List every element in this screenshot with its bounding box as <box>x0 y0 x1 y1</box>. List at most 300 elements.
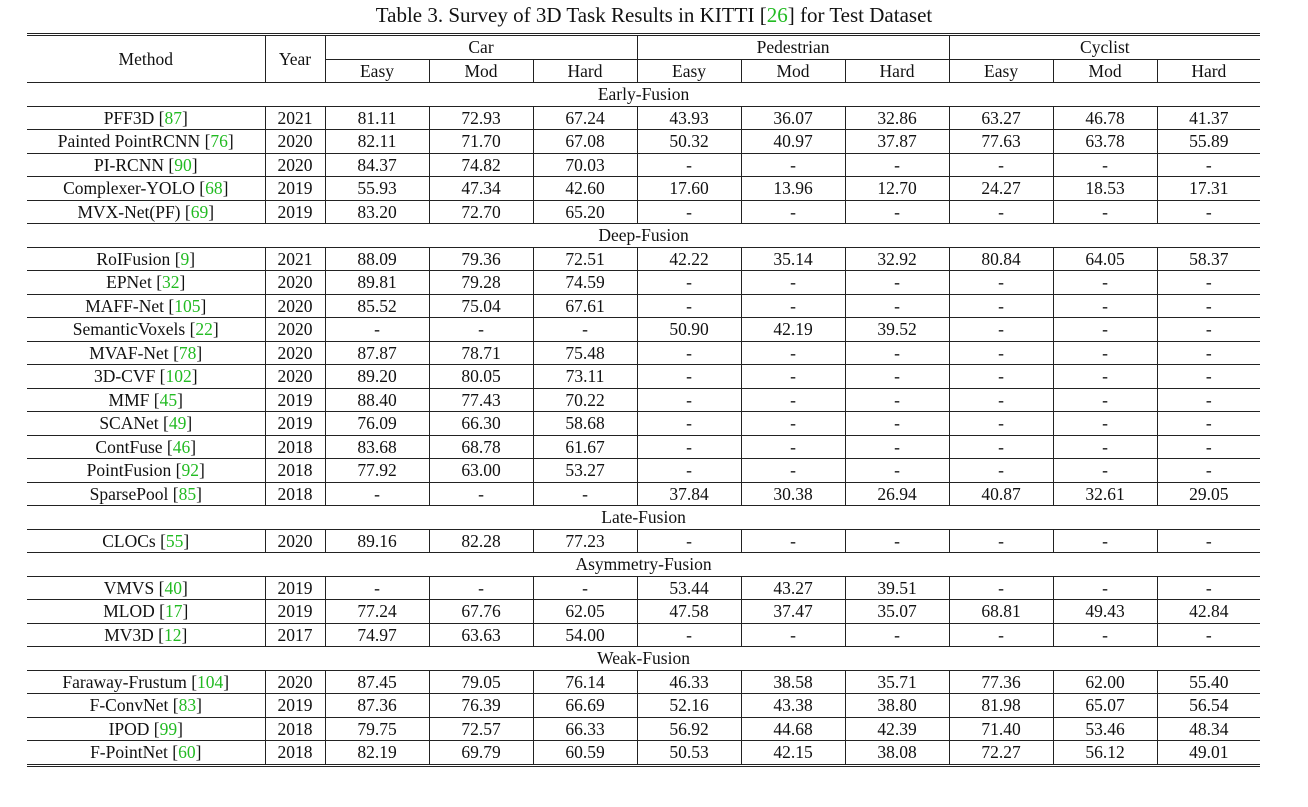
header-sub: Hard <box>845 59 949 83</box>
value-cell: 37.87 <box>845 130 949 154</box>
value-cell: 64.05 <box>1053 247 1157 271</box>
value-cell: - <box>1157 341 1260 365</box>
year-cell: 2019 <box>265 694 325 718</box>
value-cell: 88.40 <box>325 388 429 412</box>
citation-open-bracket: [ <box>155 530 166 551</box>
value-cell: - <box>1053 365 1157 389</box>
table-row <box>27 130 1260 154</box>
value-cell: - <box>949 623 1053 647</box>
method-name: SCANet <box>99 413 159 434</box>
value-cell: 18.53 <box>1053 177 1157 201</box>
citation-link[interactable]: 40 <box>164 577 182 598</box>
citation-open-bracket: [ <box>194 178 206 199</box>
value-cell: 89.81 <box>325 271 429 295</box>
method-cell <box>27 341 265 365</box>
value-cell: - <box>741 153 845 177</box>
table-row <box>27 341 1260 365</box>
value-cell: 77.24 <box>325 600 429 624</box>
header-group-cyclist: Cyclist <box>949 35 1260 60</box>
value-cell: - <box>949 412 1053 436</box>
value-cell: 42.39 <box>845 717 949 741</box>
value-cell: 38.80 <box>845 694 949 718</box>
citation-open-bracket: [ <box>163 154 175 175</box>
value-cell: - <box>741 200 845 224</box>
value-cell: 67.24 <box>533 106 637 130</box>
citation-close-bracket: ] <box>182 601 189 622</box>
citation-link[interactable]: 99 <box>159 718 178 739</box>
citation-close-bracket: ] <box>191 154 198 175</box>
value-cell: 66.69 <box>533 694 637 718</box>
value-cell: 55.40 <box>1157 670 1260 694</box>
method-cell <box>27 318 265 342</box>
value-cell: 77.23 <box>533 529 637 553</box>
value-cell: 53.27 <box>533 459 637 483</box>
table-row <box>27 247 1260 271</box>
citation-link[interactable]: 9 <box>180 248 190 269</box>
value-cell: - <box>533 482 637 506</box>
value-cell: 62.00 <box>1053 670 1157 694</box>
method-cell <box>27 388 265 412</box>
table-row <box>27 576 1260 600</box>
method-name: IPOD <box>108 718 150 739</box>
value-cell: - <box>741 341 845 365</box>
citation-close-bracket: ] <box>200 295 207 316</box>
citation-open-bracket: [ <box>200 131 211 152</box>
citation-close-bracket: ] <box>227 131 234 152</box>
value-cell: - <box>325 576 429 600</box>
value-cell: - <box>741 365 845 389</box>
value-cell: 63.63 <box>429 623 533 647</box>
value-cell: 40.87 <box>949 482 1053 506</box>
method-name: Painted PointRCNN <box>57 131 201 152</box>
method-name: SemanticVoxels <box>72 319 186 340</box>
citation-open-bracket: [ <box>186 671 198 692</box>
value-cell: 13.96 <box>741 177 845 201</box>
table-row <box>27 482 1260 506</box>
method-name: ContFuse <box>95 436 163 457</box>
citation-link[interactable]: 22 <box>195 319 213 340</box>
value-cell: - <box>637 459 741 483</box>
table-row <box>27 153 1260 177</box>
value-cell: 47.34 <box>429 177 533 201</box>
section-title: Weak-Fusion <box>27 647 1260 671</box>
value-cell: - <box>845 529 949 553</box>
value-cell: 71.40 <box>949 717 1053 741</box>
citation-open-bracket: [ <box>185 319 196 340</box>
value-cell: 32.86 <box>845 106 949 130</box>
citation-open-bracket: [ <box>154 577 165 598</box>
value-cell: 42.15 <box>741 741 845 766</box>
value-cell: - <box>949 576 1053 600</box>
citation-close-bracket: ] <box>199 460 205 481</box>
caption-prefix: Table 3. Survey of 3D Task Results in KITTI [ <box>375 3 767 27</box>
value-cell: 75.04 <box>429 294 533 318</box>
value-cell: - <box>637 294 741 318</box>
method-name: PI-RCNN <box>93 154 164 175</box>
value-cell: 49.01 <box>1157 741 1260 766</box>
value-cell: 70.22 <box>533 388 637 412</box>
citation-link[interactable]: 12 <box>163 624 182 645</box>
year-cell: 2017 <box>265 623 325 647</box>
value-cell: 29.05 <box>1157 482 1260 506</box>
value-cell: - <box>1157 576 1260 600</box>
citation-close-bracket: ] <box>222 178 229 199</box>
citation-close-bracket: ] <box>196 342 203 363</box>
value-cell: 63.27 <box>949 106 1053 130</box>
year-cell: 2020 <box>265 130 325 154</box>
citation-link[interactable]: 78 <box>178 342 197 363</box>
value-cell: 39.51 <box>845 576 949 600</box>
method-name: EPNet <box>106 272 152 293</box>
citation-open-bracket: [ <box>168 342 179 363</box>
value-cell: 87.45 <box>325 670 429 694</box>
value-cell: 56.12 <box>1053 741 1157 766</box>
section-title: Deep-Fusion <box>27 224 1260 248</box>
table-row <box>27 670 1260 694</box>
citation-close-bracket: ] <box>183 530 190 551</box>
value-cell: - <box>1157 435 1260 459</box>
value-cell: - <box>741 294 845 318</box>
header-sub: Easy <box>325 59 429 83</box>
citation-open-bracket: [ <box>158 413 169 434</box>
value-cell: - <box>533 576 637 600</box>
header-group-car: Car <box>325 35 637 60</box>
value-cell: - <box>1157 271 1260 295</box>
value-cell: 55.89 <box>1157 130 1260 154</box>
value-cell: 82.28 <box>429 529 533 553</box>
value-cell: 30.38 <box>741 482 845 506</box>
value-cell: - <box>845 153 949 177</box>
value-cell: - <box>325 318 429 342</box>
citation-close-bracket: ] <box>189 248 196 269</box>
year-cell: 2018 <box>265 459 325 483</box>
header-year: Year <box>265 35 325 83</box>
citation-link[interactable]: 32 <box>162 272 180 293</box>
value-cell: 36.07 <box>741 106 845 130</box>
value-cell: 72.57 <box>429 717 533 741</box>
citation-close-bracket: ] <box>191 366 198 387</box>
citation-link[interactable]: 60 <box>178 742 196 763</box>
citation-link[interactable]: 45 <box>159 389 178 410</box>
table-row <box>27 435 1260 459</box>
value-cell: 52.16 <box>637 694 741 718</box>
value-cell: 35.14 <box>741 247 845 271</box>
value-cell: 42.84 <box>1157 600 1260 624</box>
section-title: Late-Fusion <box>27 506 1260 530</box>
citation-open-bracket: [ <box>149 389 160 410</box>
value-cell: 53.46 <box>1053 717 1157 741</box>
method-name: PointFusion <box>86 460 172 481</box>
citation-open-bracket: [ <box>168 483 179 504</box>
method-name: F-PointNet <box>90 742 168 763</box>
value-cell: 76.09 <box>325 412 429 436</box>
value-cell: - <box>949 318 1053 342</box>
citation-open-bracket: [ <box>162 436 173 457</box>
value-cell: 37.47 <box>741 600 845 624</box>
value-cell: 81.98 <box>949 694 1053 718</box>
value-cell: - <box>845 459 949 483</box>
value-cell: - <box>637 153 741 177</box>
results-table <box>27 33 1260 767</box>
method-name: Faraway-Frustum <box>62 671 187 692</box>
value-cell: 44.68 <box>741 717 845 741</box>
value-cell: 84.37 <box>325 153 429 177</box>
value-cell: 78.71 <box>429 341 533 365</box>
value-cell: 63.00 <box>429 459 533 483</box>
table-row <box>27 600 1260 624</box>
citation-open-bracket: [ <box>170 248 181 269</box>
value-cell: - <box>1053 623 1157 647</box>
citation-link[interactable]: 76 <box>210 131 228 152</box>
value-cell: 65.20 <box>533 200 637 224</box>
value-cell: 72.51 <box>533 247 637 271</box>
value-cell: 48.34 <box>1157 717 1260 741</box>
value-cell: - <box>637 623 741 647</box>
value-cell: 87.87 <box>325 341 429 365</box>
value-cell: - <box>1157 153 1260 177</box>
value-cell: 80.05 <box>429 365 533 389</box>
value-cell: - <box>1157 294 1260 318</box>
value-cell: 79.05 <box>429 670 533 694</box>
method-name: MV3D <box>104 624 154 645</box>
value-cell: - <box>1053 271 1157 295</box>
value-cell: 69.79 <box>429 741 533 766</box>
value-cell: - <box>429 576 533 600</box>
header-sub: Hard <box>1157 59 1260 83</box>
citation-close-bracket: ] <box>196 483 202 504</box>
citation-open-bracket: [ <box>154 601 165 622</box>
value-cell: 66.30 <box>429 412 533 436</box>
value-cell: - <box>741 435 845 459</box>
value-cell: 81.11 <box>325 106 429 130</box>
value-cell: 88.09 <box>325 247 429 271</box>
year-cell: 2020 <box>265 153 325 177</box>
table-caption <box>0 2 1308 28</box>
citation-link[interactable]: 90 <box>174 154 192 175</box>
value-cell: - <box>1053 341 1157 365</box>
citation-link[interactable]: 17 <box>164 601 183 622</box>
citation-open-bracket: [ <box>153 624 164 645</box>
citation-link[interactable]: 83 <box>178 695 197 716</box>
year-cell: 2020 <box>265 294 325 318</box>
value-cell: 37.84 <box>637 482 741 506</box>
citation-link[interactable]: 69 <box>190 201 209 222</box>
value-cell: - <box>1157 365 1260 389</box>
value-cell: - <box>845 388 949 412</box>
value-cell: 77.63 <box>949 130 1053 154</box>
citation-open-bracket: [ <box>154 107 165 128</box>
method-name: MVX-Net(PF) <box>77 201 181 222</box>
value-cell: 43.27 <box>741 576 845 600</box>
value-cell: 83.68 <box>325 435 429 459</box>
year-cell: 2018 <box>265 435 325 459</box>
value-cell: 58.68 <box>533 412 637 436</box>
value-cell: 60.59 <box>533 741 637 766</box>
value-cell: - <box>637 435 741 459</box>
citation-link[interactable]: 55 <box>165 530 184 551</box>
citation-close-bracket: ] <box>208 201 215 222</box>
value-cell: 35.07 <box>845 600 949 624</box>
method-cell <box>27 717 265 741</box>
value-cell: - <box>949 388 1053 412</box>
citation-link[interactable]: 87 <box>164 107 182 128</box>
value-cell: - <box>845 294 949 318</box>
value-cell: - <box>637 388 741 412</box>
header-sub: Mod <box>429 59 533 83</box>
value-cell: - <box>1157 200 1260 224</box>
value-cell: - <box>1157 623 1260 647</box>
value-cell: - <box>1053 294 1157 318</box>
year-cell: 2019 <box>265 412 325 436</box>
value-cell: 74.59 <box>533 271 637 295</box>
value-cell: 50.32 <box>637 130 741 154</box>
value-cell: 46.33 <box>637 670 741 694</box>
value-cell: 40.97 <box>741 130 845 154</box>
table-row <box>27 694 1260 718</box>
citation-open-bracket: [ <box>149 718 160 739</box>
header-method: Method <box>27 35 265 83</box>
citation-close-bracket: ] <box>195 742 202 763</box>
value-cell: - <box>1157 412 1260 436</box>
value-cell: - <box>637 412 741 436</box>
header-sub: Hard <box>533 59 637 83</box>
citation-link[interactable]: 104 <box>197 671 224 692</box>
table-row <box>27 365 1260 389</box>
value-cell: - <box>533 318 637 342</box>
citation-link[interactable]: 102 <box>165 366 192 387</box>
year-cell: 2018 <box>265 482 325 506</box>
value-cell: 71.70 <box>429 130 533 154</box>
method-cell <box>27 412 265 436</box>
year-cell: 2020 <box>265 318 325 342</box>
value-cell: - <box>741 623 845 647</box>
header-sub: Mod <box>1053 59 1157 83</box>
value-cell: 42.22 <box>637 247 741 271</box>
value-cell: - <box>949 341 1053 365</box>
header-group-pedestrian: Pedestrian <box>637 35 949 60</box>
year-cell: 2020 <box>265 529 325 553</box>
citation-close-bracket: ] <box>223 671 230 692</box>
value-cell: 72.70 <box>429 200 533 224</box>
value-cell: - <box>637 200 741 224</box>
value-cell: - <box>1053 318 1157 342</box>
value-cell: 38.58 <box>741 670 845 694</box>
value-cell: 54.00 <box>533 623 637 647</box>
value-cell: 50.90 <box>637 318 741 342</box>
citation-link[interactable]: 68 <box>205 178 223 199</box>
value-cell: 17.60 <box>637 177 741 201</box>
method-name: 3D-CVF <box>93 366 156 387</box>
value-cell: - <box>949 153 1053 177</box>
value-cell: 82.11 <box>325 130 429 154</box>
method-cell <box>27 106 265 130</box>
section-header-row <box>27 647 1260 671</box>
value-cell: 77.43 <box>429 388 533 412</box>
method-name: MVAF-Net <box>89 342 169 363</box>
method-name: MMF <box>108 389 150 410</box>
value-cell: 66.33 <box>533 717 637 741</box>
value-cell: - <box>845 365 949 389</box>
value-cell: 32.61 <box>1053 482 1157 506</box>
value-cell: - <box>949 271 1053 295</box>
method-name: MAFF-Net <box>85 295 164 316</box>
value-cell: - <box>1053 576 1157 600</box>
year-cell: 2020 <box>265 271 325 295</box>
citation-close-bracket: ] <box>186 413 193 434</box>
method-cell <box>27 694 265 718</box>
table-row <box>27 717 1260 741</box>
method-cell <box>27 529 265 553</box>
method-cell <box>27 365 265 389</box>
value-cell: 74.82 <box>429 153 533 177</box>
value-cell: - <box>637 529 741 553</box>
table-row <box>27 106 1260 130</box>
value-cell: 63.78 <box>1053 130 1157 154</box>
year-cell: 2021 <box>265 106 325 130</box>
method-cell <box>27 623 265 647</box>
citation-open-bracket: [ <box>180 201 191 222</box>
value-cell: - <box>1157 318 1260 342</box>
value-cell: 43.38 <box>741 694 845 718</box>
citation-link[interactable]: 49 <box>168 413 187 434</box>
value-cell: - <box>845 200 949 224</box>
method-cell <box>27 177 265 201</box>
table-row <box>27 741 1260 766</box>
method-cell <box>27 576 265 600</box>
value-cell: 83.20 <box>325 200 429 224</box>
value-cell: 72.93 <box>429 106 533 130</box>
value-cell: 58.37 <box>1157 247 1260 271</box>
table-row <box>27 412 1260 436</box>
value-cell: - <box>1053 153 1157 177</box>
method-name: F-ConvNet <box>89 695 169 716</box>
value-cell: - <box>1053 388 1157 412</box>
value-cell: 38.08 <box>845 741 949 766</box>
value-cell: 43.93 <box>637 106 741 130</box>
value-cell: - <box>845 435 949 459</box>
year-cell: 2018 <box>265 741 325 766</box>
year-cell: 2019 <box>265 576 325 600</box>
method-name: RoIFusion <box>96 248 171 269</box>
value-cell: 50.53 <box>637 741 741 766</box>
caption-citation-link[interactable]: 26 <box>766 3 788 27</box>
value-cell: 46.78 <box>1053 106 1157 130</box>
value-cell: 12.70 <box>845 177 949 201</box>
method-cell <box>27 482 265 506</box>
value-cell: 85.52 <box>325 294 429 318</box>
value-cell: 73.11 <box>533 365 637 389</box>
value-cell: - <box>1157 529 1260 553</box>
citation-link[interactable]: 46 <box>172 436 191 457</box>
year-cell: 2020 <box>265 670 325 694</box>
value-cell: 80.84 <box>949 247 1053 271</box>
value-cell: 70.03 <box>533 153 637 177</box>
value-cell: - <box>637 341 741 365</box>
citation-link[interactable]: 105 <box>174 295 201 316</box>
value-cell: 82.19 <box>325 741 429 766</box>
method-name: Complexer-YOLO <box>63 178 195 199</box>
citation-open-bracket: [ <box>168 695 179 716</box>
value-cell: - <box>845 623 949 647</box>
value-cell: 76.14 <box>533 670 637 694</box>
value-cell: 56.92 <box>637 717 741 741</box>
citation-link[interactable]: 85 <box>178 483 197 504</box>
citation-link[interactable]: 92 <box>181 460 199 481</box>
value-cell: 42.19 <box>741 318 845 342</box>
citation-close-bracket: ] <box>177 718 183 739</box>
value-cell: - <box>1053 459 1157 483</box>
citation-close-bracket: ] <box>181 577 188 598</box>
